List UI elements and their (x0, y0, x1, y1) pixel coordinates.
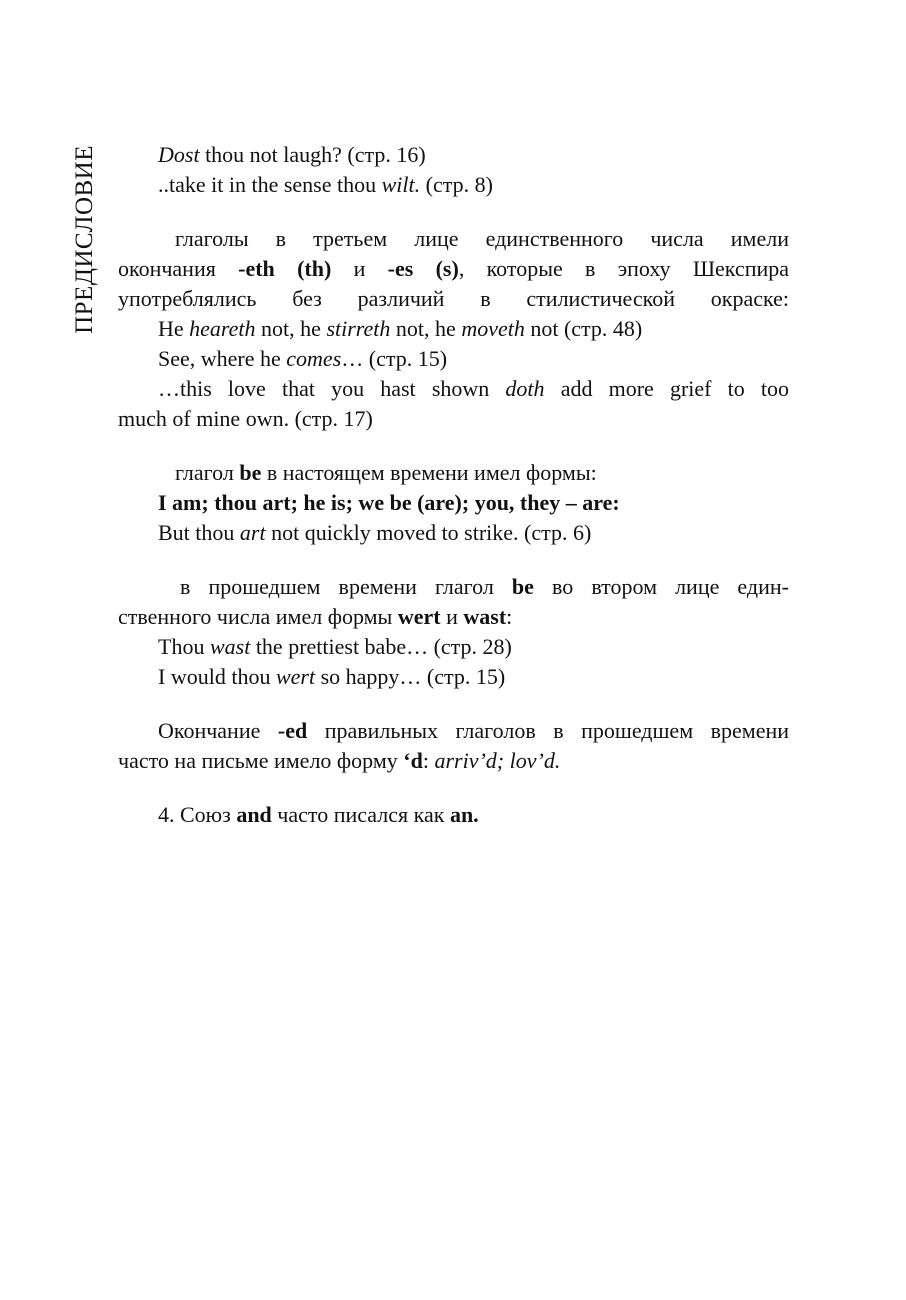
paragraph-line: ственного числа имел формы wert и wast: (118, 604, 513, 629)
running-header: ПРЕДИСЛОВИЕ (71, 145, 98, 334)
example-line: Dost thou not laugh? (стр. 16) (158, 142, 426, 167)
example-line: He heareth not, he stirreth not, he moveth not (стр. 48) (158, 316, 643, 341)
forms-line: I am; thou art; he is; we be (are); you, they – are: (158, 490, 620, 515)
paragraph-line: в прошедшем времени глагол be во втором лице един- (180, 574, 789, 599)
paragraph-line: употреблялись без различий в стилистической окраске: (118, 286, 789, 311)
list-item: 4. Союз and часто писался как an. (158, 802, 479, 827)
paragraph-line: часто на письме имело форму ‘d: arriv’d; lov’d. (118, 748, 561, 773)
example-line: …this love that you hast shown doth add more grief to too (158, 376, 789, 401)
example-line: much of mine own. (стр. 17) (118, 406, 373, 431)
paragraph-line: Окончание -ed правильных глаголов в прошедшем времени (158, 718, 790, 743)
example-line: I would thou wert so happy… (стр. 15) (158, 664, 506, 689)
paragraph-line: глагол be в настоящем времени имел формы: (175, 460, 597, 485)
paragraph-line: окончания -eth (th) и -es (s), которые в эпоху Шекспира (118, 256, 790, 281)
example-line: See, where he comes… (стр. 15) (158, 346, 448, 371)
example-line: But thou art not quickly moved to strike. (стр. 6) (158, 520, 592, 545)
example-line: ..take it in the sense thou wilt. (стр. 8) (158, 172, 493, 197)
example-line: Thou wast the prettiest babe… (стр. 28) (158, 634, 512, 659)
page-body (118, 140, 789, 830)
paragraph-line: глаголы в третьем лице единственного числа имели (175, 226, 789, 251)
